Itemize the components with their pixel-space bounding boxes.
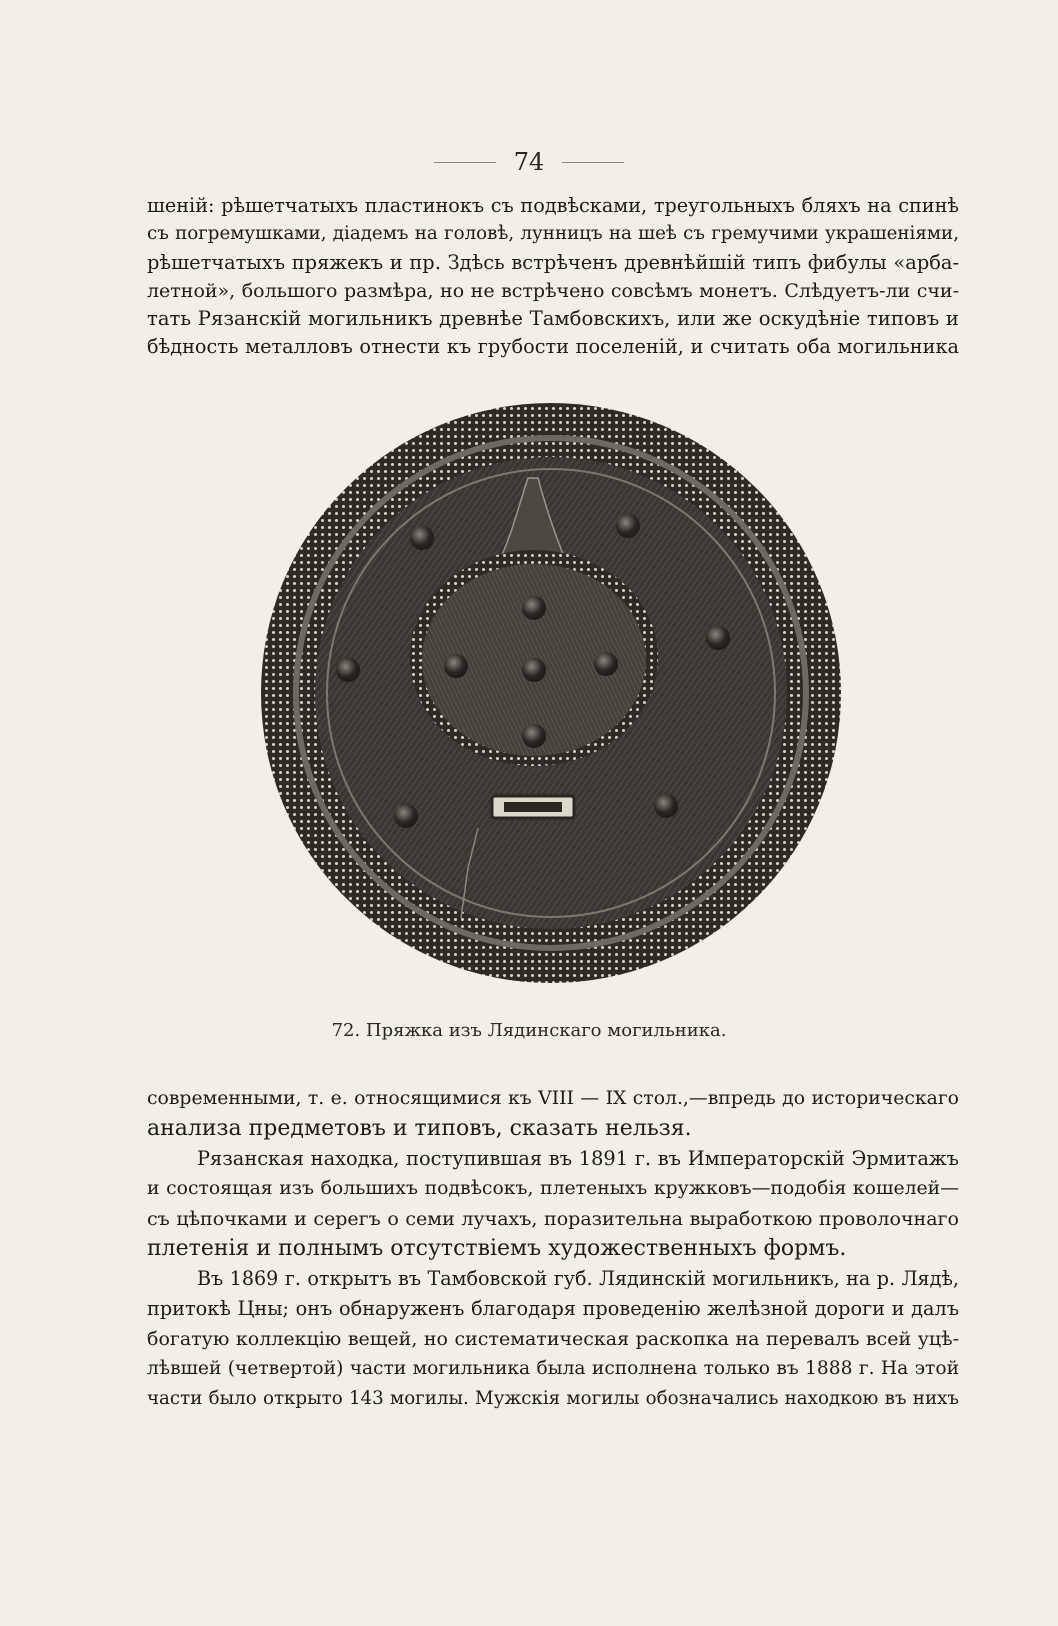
text-line: Рязанская находка, поступившая въ 1891 г. въ Императорскій Эрмитажъ xyxy=(197,1147,959,1170)
text-line: летной», большого размѣра, но не встрѣчено совсѣмъ монетъ. Слѣдуетъ-ли счи- xyxy=(147,279,959,302)
text-line: притокѣ Цны; онъ обнаруженъ благодаря проведенію желѣзной дороги и далъ xyxy=(147,1297,959,1320)
rivet xyxy=(394,804,418,828)
rivet xyxy=(594,652,618,676)
text-line: Въ 1869 г. открытъ въ Тамбовской губ. Лядинскій могильникъ, на р. Лядѣ, xyxy=(197,1267,959,1290)
rivet xyxy=(444,654,468,678)
text-line: современными, т. е. относящимися къ VIII — IX стол.,—впредь до историческаго xyxy=(147,1088,959,1109)
text-line: анализа предметовъ и типовъ, сказать нельзя. xyxy=(147,1116,692,1141)
rivet xyxy=(522,596,546,620)
text-line: части было открыто 143 могилы. Мужскія могилы обозначались находкою въ нихъ xyxy=(147,1388,959,1409)
text-line: тать Рязанскій могильникъ древнѣе Тамбовскихъ, или же оскудѣніе типовъ и xyxy=(147,307,959,331)
text-line: бѣдность металловъ отнести къ грубости поселеній, и считать оба могильника xyxy=(147,335,959,359)
rivet xyxy=(616,514,640,538)
text-line: рѣшетчатыхъ пряжекъ и пр. Здѣсь встрѣченъ древнѣйшій типъ фибулы «арба- xyxy=(147,250,959,274)
page-header xyxy=(0,150,1058,174)
page-number: 74 xyxy=(513,148,545,176)
rivet xyxy=(522,724,546,748)
rivet xyxy=(706,626,730,650)
text-line: лѣвшей (четвертой) части могильника была исполнена только въ 1888 г. На этой xyxy=(147,1358,959,1379)
text-line: плетенія и полнымъ отсутствіемъ художественныхъ формъ. xyxy=(147,1236,847,1261)
buckle-illustration xyxy=(256,398,846,988)
header-rule-left xyxy=(434,162,496,163)
rivet xyxy=(336,658,360,682)
buckle-loop-inner xyxy=(504,802,562,812)
text-line: и состоящая изъ большихъ подвѣсокъ, плетеныхъ кружковъ—подобія кошелей— xyxy=(147,1178,959,1199)
header-rule-right xyxy=(562,162,624,163)
text-line: шеній: рѣшетчатыхъ пластинокъ съ подвѣсками, треугольныхъ бляхъ на спинѣ xyxy=(147,194,959,217)
figure-caption: 72. Пряжка изъ Лядинскаго могильника. xyxy=(331,1020,727,1041)
bottom-text xyxy=(147,1084,959,1414)
text-line: съ погремушками, діадемъ на головѣ, лунницъ на шеѣ съ гремучими украшеніями, xyxy=(147,223,959,245)
text-line: съ цѣпочками и серегъ о семи лучахъ, поразительна выработкою проволочнаго xyxy=(147,1208,959,1230)
rivet xyxy=(654,794,678,818)
text-line: богатую коллекцію вещей, но систематическая раскопка на перевалъ всей уцѣ- xyxy=(147,1328,959,1350)
rivet xyxy=(522,658,546,682)
rivet xyxy=(410,526,434,550)
top-paragraph xyxy=(147,192,959,362)
